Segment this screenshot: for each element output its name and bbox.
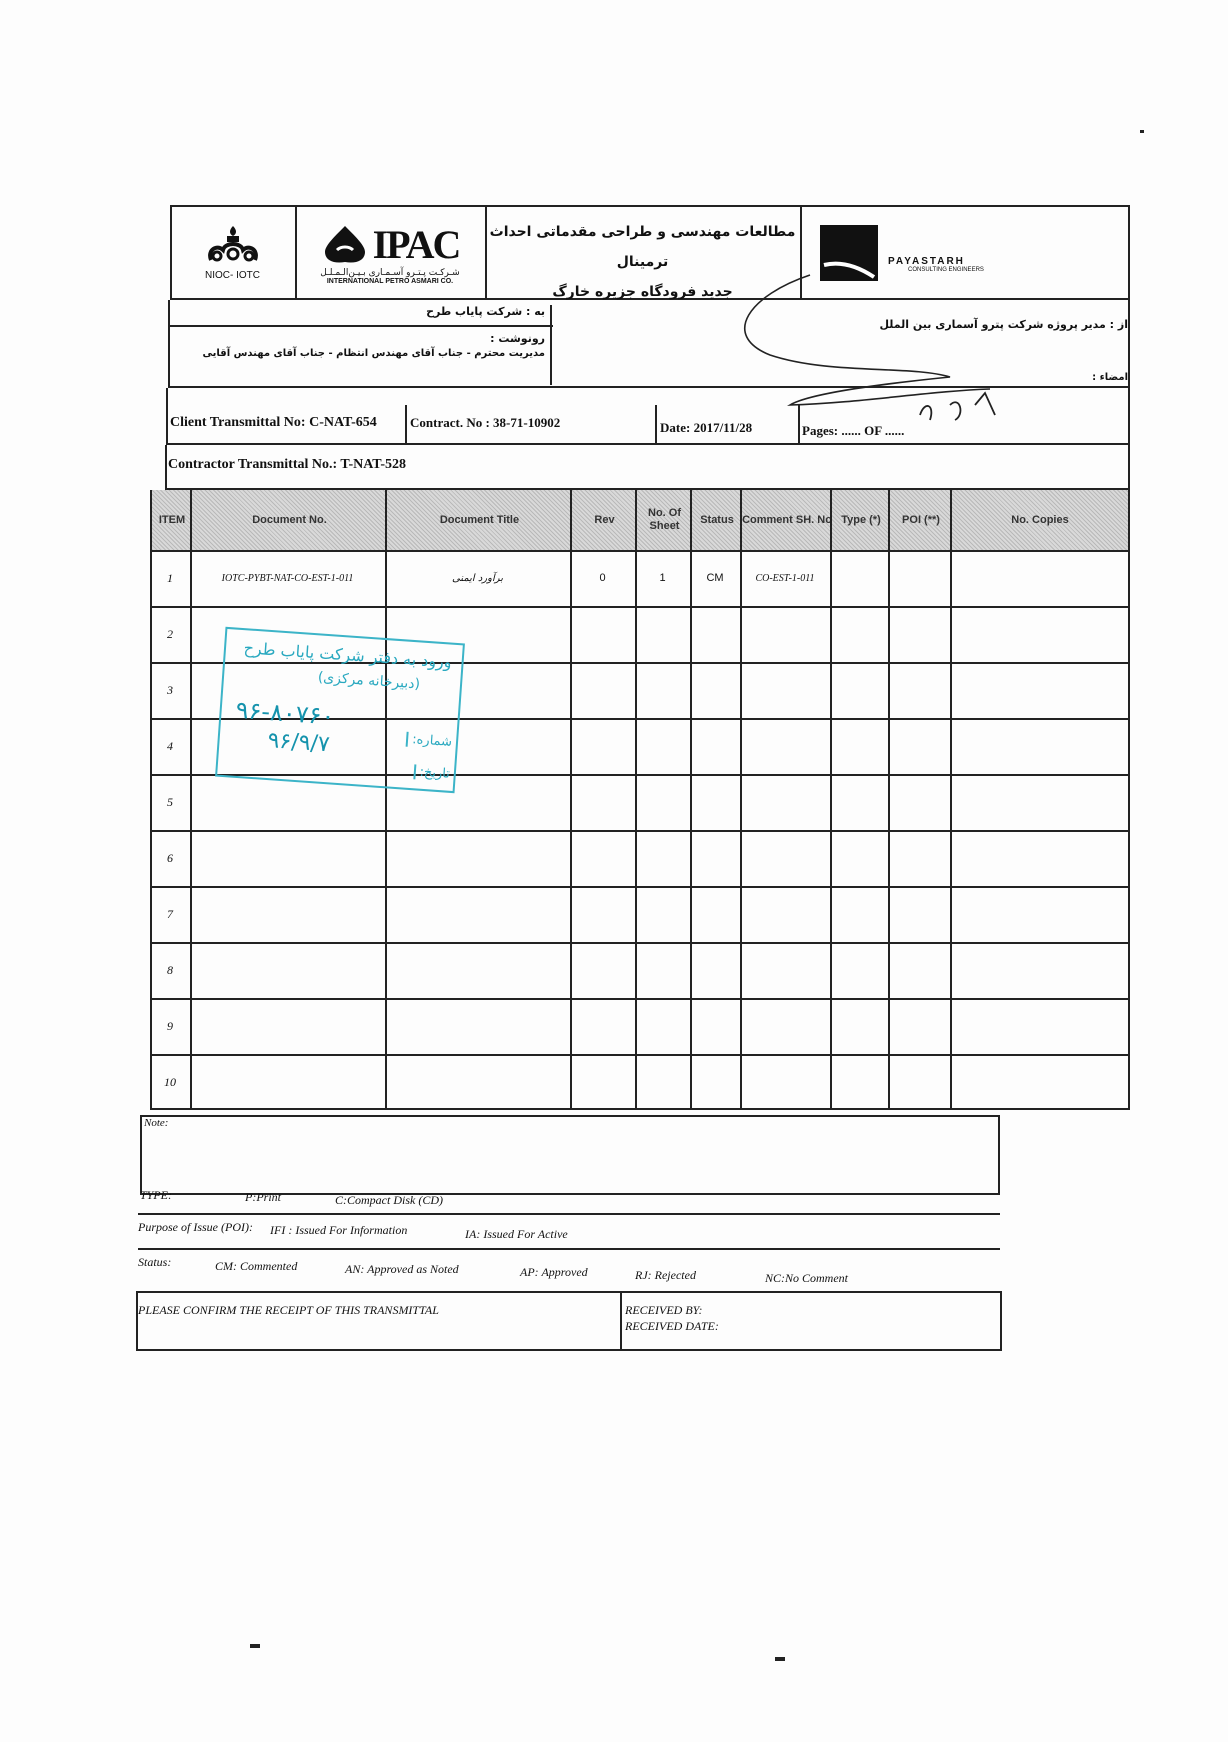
scan-speck	[775, 1657, 785, 1661]
table-row-item: 10	[164, 1074, 176, 1089]
contract-no: Contract. No : 38-71-10902	[410, 415, 561, 430]
nioc-label: NIOC- IOTC	[205, 270, 260, 281]
project-title: مطالعات مهندسی و طراحی مقدماتی احداث ترمینال جدید فرودگاه جزیره خارگ	[489, 224, 796, 300]
to-field: به : شرکت پایاب طرح	[426, 305, 545, 318]
status-an: AN: Approved as Noted	[345, 1262, 459, 1276]
table-row-title: برآورد ایمنی	[451, 572, 504, 584]
contractor-transmittal-no: Contractor Transmittal No.: T-NAT-528	[168, 457, 406, 472]
confirm-text: PLEASE CONFIRM THE RECEIPT OF THIS TRANSMITTAL	[138, 1303, 439, 1317]
received-stamp: ورود به دفتر شرکت پایاب طرح (دبیرخانه مرکزی) شماره: تاریخ: ۹۶-۸۰۷۶۰ ۹۶/۹/۷	[215, 627, 465, 793]
scan-speck	[250, 1644, 260, 1648]
table-row-item: 1	[167, 570, 173, 585]
table-row-item: 3	[167, 682, 173, 697]
from-field: از : مدیر پروژه شرکت پترو آسماری بین الملل	[879, 318, 1128, 331]
status-rj: RJ: Rejected	[635, 1268, 696, 1282]
pages-field: Pages: ...... OF ......	[802, 423, 905, 438]
th-type: Type (*)	[832, 490, 890, 550]
th-copies: No. Copies	[952, 490, 1128, 550]
stamp-number-value: ۹۶-۸۰۷۶۰	[234, 695, 336, 731]
status-ap: AP: Approved	[520, 1265, 588, 1279]
table-row-sheets: 1	[659, 572, 666, 584]
table-row-item: 4	[167, 738, 173, 753]
poi-label: Purpose of Issue (POI):	[138, 1220, 253, 1234]
poi-ia: IA: Issued For Active	[465, 1227, 568, 1241]
received-date: RECEIVED DATE:	[625, 1319, 719, 1333]
cc-text: مدیریت محترم - جناب آقای مهندس انتظام - جناب آقای مهندس آقایی	[202, 348, 545, 359]
th-doc-title: Document Title	[387, 490, 572, 550]
scan-speck	[1140, 130, 1144, 133]
type-label: TYPE:	[140, 1188, 173, 1202]
table-row-item: 7	[167, 906, 173, 921]
signature-label: امضاء :	[1092, 372, 1128, 383]
status-label: Status:	[138, 1255, 172, 1269]
table-row-item: 8	[167, 962, 173, 977]
status-cm: CM: Commented	[215, 1259, 298, 1273]
cc-label: رونوشت :	[490, 332, 545, 345]
th-item: ITEM	[152, 490, 192, 550]
table-row-status: CM	[706, 572, 724, 584]
table-row-item: 5	[167, 794, 173, 809]
note-label: Note:	[144, 1117, 169, 1129]
transmittal-form	[138, 205, 1130, 1505]
note-box	[140, 1115, 1000, 1195]
nioc-emblem-icon	[203, 224, 263, 266]
payastarh-name: PAYASTARH	[888, 256, 965, 267]
table-row-doc-no: IOTC-PYBT-NAT-CO-EST-1-011	[221, 572, 354, 584]
client-transmittal-no: Client Transmittal No: C-NAT-654	[170, 415, 377, 430]
ipac-logo	[295, 205, 485, 300]
payastarh-subtitle: CONSULTING ENGINEERS	[908, 267, 984, 273]
table-row-item: 9	[167, 1018, 173, 1033]
poi-ifi: IFI : Issued For Information	[270, 1223, 408, 1237]
th-rev: Rev	[572, 490, 637, 550]
th-status: Status	[692, 490, 742, 550]
th-doc-no: Document No.	[192, 490, 387, 550]
ipac-logo-text: IPAC	[372, 221, 460, 267]
nioc-logo	[170, 205, 295, 300]
confirm-box	[136, 1291, 1002, 1351]
th-poi: POI (**)	[890, 490, 952, 550]
received-by: RECEIVED BY:	[625, 1303, 703, 1317]
table-row-comment: CO-EST-1-011	[755, 572, 815, 584]
stamp-date-value: ۹۶/۹/۷	[266, 728, 331, 758]
ipac-drop-icon	[321, 224, 369, 264]
ipac-name-en: INTERNATIONAL PETRO ASMARI CO.	[326, 277, 454, 285]
type-print: P:Print	[245, 1190, 281, 1204]
table-row-item: 6	[167, 850, 173, 865]
ipac-name-fa: شـرکـت پـتـرو آسـمـاری بـیـن‌الـمـلـل	[320, 267, 460, 278]
th-sheets: No. Of Sheet	[637, 490, 692, 550]
table-row-rev: 0	[599, 572, 606, 584]
transmittal-date: Date: 2017/11/28	[660, 420, 753, 435]
th-comment: Comment SH. No	[742, 490, 832, 550]
type-cd: C:Compact Disk (CD)	[335, 1193, 443, 1207]
table-row-item: 2	[167, 626, 173, 641]
status-nc: NC:No Comment	[765, 1271, 849, 1285]
